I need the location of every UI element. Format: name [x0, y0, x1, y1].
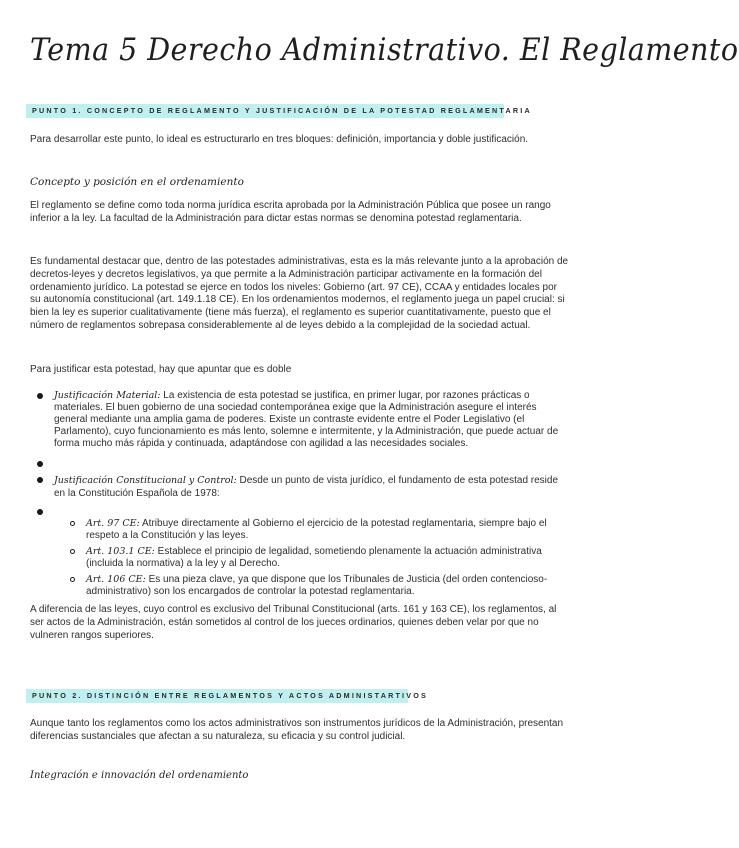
bullet-dot-icon [37, 393, 43, 399]
paragraph-importance: Es fundamental destacar que, dentro de las potestades administrativas, esta es la más relevante junto a la aprobación de decretos-leyes y decretos legislativos, ya que permite a la Administración participar activamente en la formación del ordenamiento jurídico. La potestad se ejerce en todos los niveles: Gobierno (art. 97 CE), CCAA y entidades locales por su autonomía constitucional (art. 149.1.18 CE). En los ordenamientos modernos, el reglamento juega un papel crucial: si bien la ley es superior cualitativamente (tiene más fuerza), el reglamento es superior cuantitativamente, puesto que el número de reglamentos sobrepasa considerablemente al de leyes debido a la complejidad de la sociedad actual. [30, 256, 569, 331]
bullet-dot-icon [37, 461, 43, 467]
list-item-constitutional [32, 474, 570, 500]
section-1-intro: Para desarrollar este punto, lo ideal es estructurarlo en tres bloques: definición, importancia y doble justificación. [30, 134, 529, 145]
page-title: Tema 5 Derecho Administrativo. El Reglamento [30, 32, 739, 68]
list-item-text: Desde un punto de vista jurídico, el fundamento de esta potestad reside en la Constitución Española de 1978: [54, 475, 559, 499]
section-2-subheading: Integración e innovación del ordenamiento [30, 770, 249, 781]
list-item-lead: Justificación Constitucional y Control: [54, 475, 237, 486]
sublist-item-text: Atribuye directamente al Gobierno el ejercicio de la potestad reglamentaria, siempre bajo el respeto a la Constitución y las leyes. [86, 518, 547, 541]
section-2-heading: PUNTO 2. DISTINCIÓN ENTRE REGLAMENTOS Y ACTOS ADMINISTARTIVOS [26, 689, 408, 703]
sublist-item-art106 [68, 574, 570, 598]
sublist-item-lead: Art. 106 CE: [86, 574, 146, 585]
bullet-dot-icon [37, 477, 43, 483]
hollow-bullet-icon [70, 549, 75, 554]
hollow-bullet-icon [70, 577, 75, 582]
list-item-text: La existencia de esta potestad se justifica, en primer lugar, por razones prácticas o materiales. El buen gobierno de una sociedad contemporánea exige que la Administración asegure el interés general mediante una amplia gama de poderes. Existe un contraste evidente entre el Poder Legislativo (el Parlamento), cuyo funcionamiento es más lento, solemne e intermitente, y la Administración, que puede actuar de forma mucho más rápida y continuada, adaptándose con agilidad a las necesidades sociales. [54, 390, 559, 449]
paragraph-judicial-control: A diferencia de las leyes, cuyo control es exclusivo del Tribunal Constitucional (arts. 161 y 163 CE), los reglamentos, al ser actos de la Administración, están sometidos al control de los jueces ordinarios, quienes deben velar por que no vulneren rangos superiores. [30, 604, 557, 641]
paragraph-definition: El reglamento se define como toda norma jurídica escrita aprobada por la Administración Pública que posee un rango inferior a la ley. La facultad de la Administración para dictar estas normas se denomina potestad reglamentaria. [30, 200, 551, 224]
section-2-intro: Aunque tanto los reglamentos como los actos administrativos son instrumentos jurídicos de la Administración, presentan diferencias sustanciales que afectan a su naturaleza, su eficacia y su control judicial. [30, 718, 564, 742]
list-item-lead: Justificación Material: [54, 390, 161, 401]
sublist-item-art97 [68, 518, 570, 542]
sublist-item-lead: Art. 103.1 CE: [86, 546, 155, 557]
sublist-item-art103 [68, 546, 570, 570]
section-1-heading: PUNTO 1. CONCEPTO DE REGLAMENTO Y JUSTIFICACIÓN DE LA POTESTAD REGLAMENTARIA [26, 104, 504, 118]
list-item-material [32, 390, 570, 450]
sublist-item-lead: Art. 97 CE: [86, 518, 140, 529]
bullet-dot-icon [37, 509, 43, 515]
justification-list [32, 390, 570, 598]
list-item-empty [32, 458, 570, 470]
hollow-bullet-icon [70, 521, 75, 526]
sublist-item-text: Es una pieza clave, ya que dispone que los Tribunales de Justicia (del orden contencioso-administrativo) son los encargados de controlar la potestad reglamentaria. [86, 574, 548, 597]
article-sublist [68, 518, 570, 598]
section-1-subheading: Concepto y posición en el ordenamiento [30, 176, 244, 188]
sublist-item-text: Establece el principio de legalidad, sometiendo plenamente la actuación administrativa (incluida la normativa) a la ley y al Derecho. [86, 546, 542, 569]
paragraph-justification-intro: Para justificar esta potestad, hay que apuntar que es doble [30, 364, 292, 375]
list-item-empty [32, 506, 570, 518]
